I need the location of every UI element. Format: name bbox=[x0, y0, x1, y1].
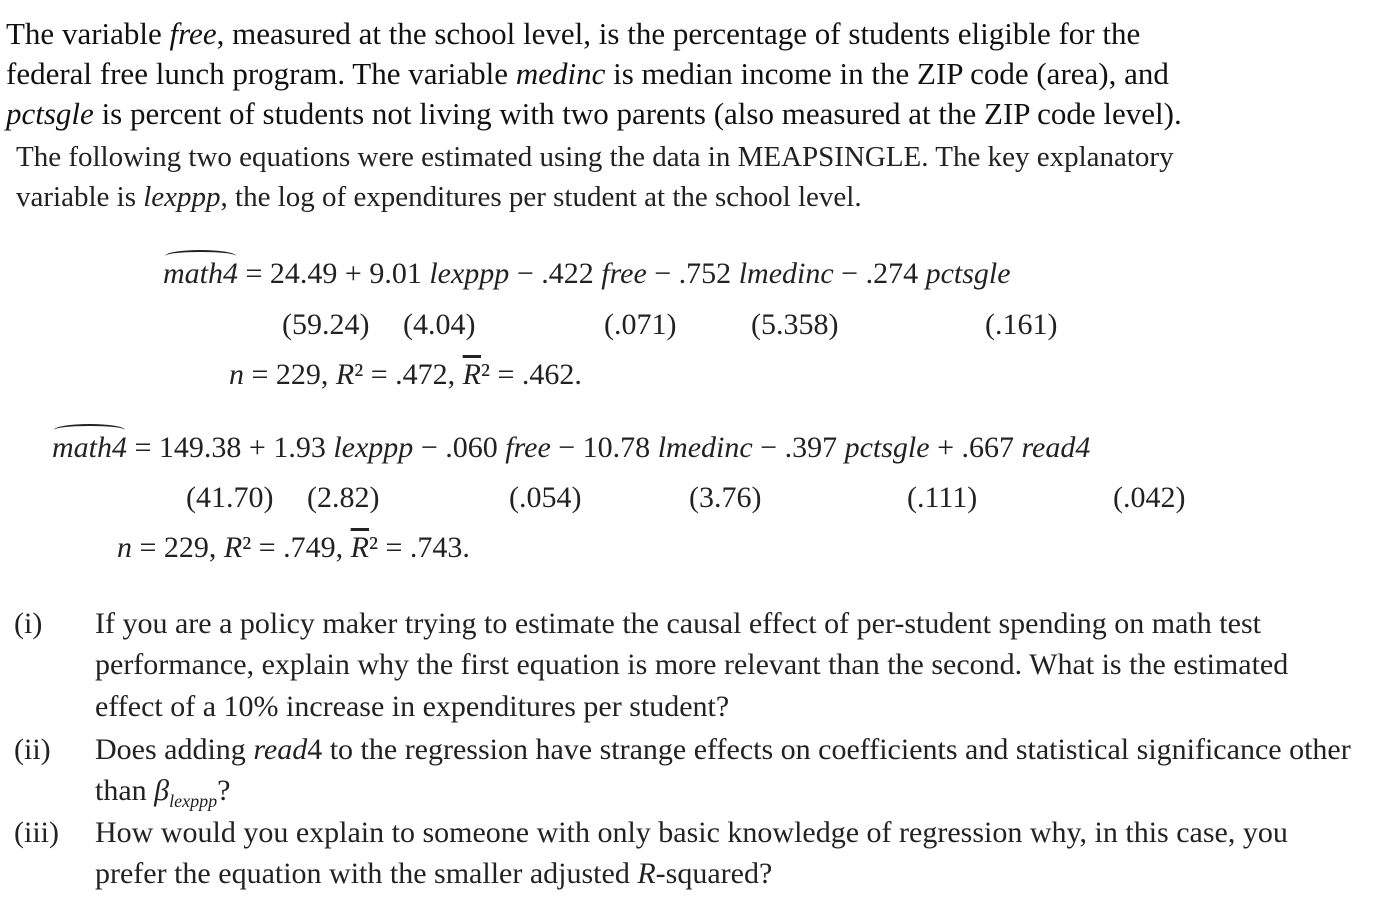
equation-2 bbox=[52, 433, 1090, 463]
equation-1 bbox=[163, 259, 1011, 289]
text: is percent of students not living with two parents (also measured at the ZIP code level). bbox=[93, 96, 1182, 131]
text: How would you explain to someone with only basic knowledge of regression why, in this case, you prefer the equation with the smaller adjusted bbox=[95, 816, 1288, 891]
intro-line-2 bbox=[6, 58, 1169, 89]
eq1-se-1: (59.24) bbox=[282, 308, 370, 341]
text: − .397 bbox=[752, 431, 845, 464]
var: lexppp bbox=[429, 257, 510, 290]
question-text bbox=[95, 729, 1355, 814]
eq1-lhs: math4 bbox=[163, 257, 238, 290]
intro-line-4 bbox=[16, 143, 1174, 172]
var-pctsgle: pctsgle bbox=[6, 96, 94, 131]
var: R bbox=[223, 531, 243, 564]
eq1-se-3: (.071) bbox=[604, 308, 677, 341]
text: The following two equations were estimated using the data in MEAPSINGLE. The key explanatory bbox=[16, 141, 1174, 173]
eq2-stats bbox=[117, 533, 470, 563]
intro-line-3 bbox=[6, 98, 1182, 129]
question-3 bbox=[0, 812, 1374, 902]
var: lmedinc bbox=[657, 431, 753, 464]
var-medinc: medinc bbox=[515, 56, 606, 91]
question-1 bbox=[0, 603, 1374, 733]
question-text: If you are a policy maker trying to estimate the causal effect of per-student spending on math test performance, explain why the first equation is more relevant than the second. What is the estimated effect of a 10% increase in expenditures per student? bbox=[95, 607, 1289, 723]
var-free: free bbox=[169, 16, 217, 51]
eq2-se-5: (.111) bbox=[907, 481, 978, 514]
var: lexppp bbox=[333, 431, 414, 464]
eq2-lhs: math4 bbox=[52, 431, 127, 464]
text: ² = .749, bbox=[242, 531, 351, 564]
var: n bbox=[229, 358, 244, 391]
text: Does adding bbox=[95, 733, 254, 766]
text: = 229, bbox=[244, 358, 336, 391]
question-text bbox=[95, 812, 1355, 895]
question-number: (ii) bbox=[14, 733, 51, 766]
text: federal free lunch program. The variable bbox=[6, 56, 516, 91]
var: pctsgle bbox=[925, 257, 1011, 290]
var: free bbox=[505, 431, 551, 464]
eq2-se-4: (3.76) bbox=[689, 481, 762, 514]
eq2-se-6: (.042) bbox=[1113, 481, 1186, 514]
text: − .422 bbox=[509, 257, 602, 290]
var: read4 bbox=[1021, 431, 1091, 464]
eq1-se-2: (4.04) bbox=[403, 308, 476, 341]
text: − 10.78 bbox=[550, 431, 658, 464]
eq2-se-2: (2.82) bbox=[307, 481, 380, 514]
text: The variable bbox=[6, 16, 170, 51]
var: R bbox=[637, 857, 656, 891]
text: = 229, bbox=[132, 531, 224, 564]
text: 4 to the regression have strange effects on coefficients and statistical significance other than bbox=[95, 733, 1351, 808]
text: ? bbox=[217, 774, 231, 808]
intro-line-1 bbox=[6, 18, 1140, 49]
text: ² = .472, bbox=[354, 358, 463, 391]
beta-subscript: lexppp bbox=[169, 791, 218, 812]
text: , measured at the school level, is the percentage of students eligible for the bbox=[216, 16, 1141, 51]
question-number: (i) bbox=[14, 607, 43, 640]
eq1-se-5: (.161) bbox=[985, 308, 1058, 341]
eq1-stats bbox=[229, 360, 582, 390]
intro-line-5 bbox=[16, 183, 862, 212]
text: , the log of expenditures per student at the school level. bbox=[220, 181, 862, 213]
text: variable is bbox=[16, 181, 144, 213]
eq2-se-1: (41.70) bbox=[186, 481, 274, 514]
var: R bbox=[335, 358, 355, 391]
var: $\overline{R}$ bbox=[350, 531, 369, 564]
var: read bbox=[253, 733, 308, 766]
var: n bbox=[117, 531, 132, 564]
var: free bbox=[601, 257, 647, 290]
text: = 149.38 + 1.93 bbox=[127, 431, 334, 464]
var: lmedinc bbox=[738, 257, 834, 290]
text: − .752 bbox=[646, 257, 739, 290]
text: is median income in the ZIP code (area), and bbox=[605, 56, 1169, 91]
question-2 bbox=[0, 729, 1374, 819]
eq1-se-4: (5.358) bbox=[751, 308, 839, 341]
eq2-se-3: (.054) bbox=[509, 481, 582, 514]
text: + .667 bbox=[929, 431, 1022, 464]
var: $\overline{R}$ bbox=[462, 358, 481, 391]
var: pctsgle bbox=[844, 431, 930, 464]
text: ² = .743. bbox=[369, 531, 470, 564]
text: -squared? bbox=[655, 857, 773, 891]
text: ² = .462. bbox=[481, 358, 582, 391]
beta: β bbox=[154, 774, 170, 808]
question-number: (iii) bbox=[14, 816, 59, 849]
var-lexppp: lexppp bbox=[143, 181, 221, 213]
text: = 24.49 + 9.01 bbox=[238, 257, 430, 290]
text: − .274 bbox=[833, 257, 926, 290]
text: − .060 bbox=[413, 431, 506, 464]
